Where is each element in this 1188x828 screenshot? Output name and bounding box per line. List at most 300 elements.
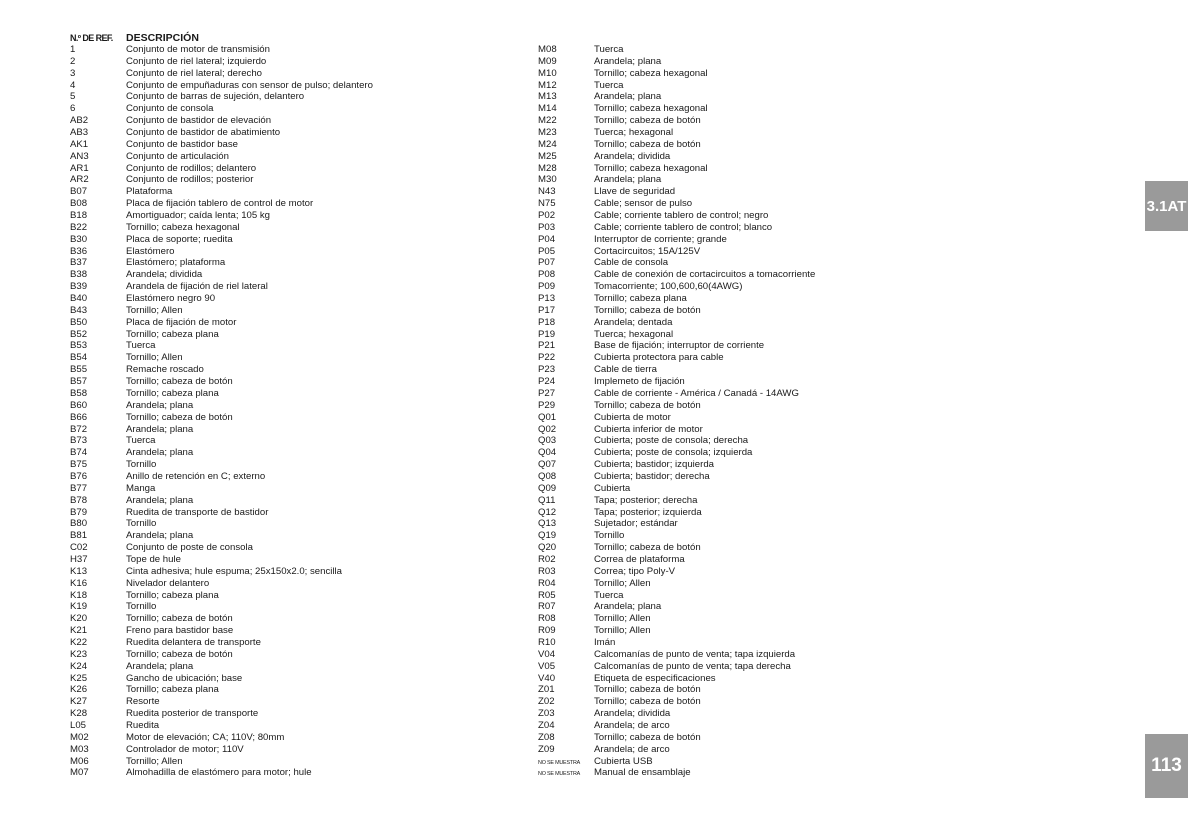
part-row [538,139,938,151]
part-row [70,495,500,507]
part-row [70,115,500,127]
part-row [70,388,500,400]
part-ref: R03 [538,565,556,577]
part-ref: AB3 [70,127,89,139]
part-ref: NO SE MUESTRA [538,759,581,766]
part-description: Cubierta protectora para cable [594,352,724,364]
part-row [538,80,938,92]
part-description: Cable; corriente tablero de control; negro [594,210,769,222]
part-row [538,518,938,530]
part-description: Arandela; plana [126,423,194,435]
part-row [70,56,500,68]
part-description: Arandela; plana [594,601,662,613]
part-row [70,305,500,317]
part-description: Arandela; plana [126,660,194,672]
part-description: Implemeto de fijación [594,376,685,388]
part-ref: K21 [70,625,88,637]
ref-column-header: N.º DE REF. [70,33,113,43]
part-row [70,542,500,554]
part-ref: V40 [538,672,556,684]
part-row [538,388,938,400]
part-ref: K24 [70,660,88,672]
part-description: Cable de tierra [594,364,657,376]
part-row [538,376,938,388]
part-ref: B76 [70,470,88,482]
part-ref: B07 [70,186,88,198]
part-description: Ruedita de transporte de bastidor [126,506,269,518]
part-row [538,151,938,163]
part-row [70,340,500,352]
part-ref: K20 [70,613,88,625]
part-ref: M12 [538,79,557,91]
part-ref: Z03 [538,708,555,720]
part-row [70,364,500,376]
part-row [70,590,500,602]
part-row [70,91,500,103]
part-description: Gancho de ubicación; base [126,672,243,684]
part-ref: 3 [70,67,76,79]
part-ref: V05 [538,660,556,672]
part-ref: AR2 [70,174,89,186]
part-description: Resorte [126,696,160,708]
part-ref: P23 [538,364,556,376]
part-row [70,210,500,222]
part-ref: B60 [70,399,88,411]
part-description: Tornillo; cabeza de botón [594,115,701,127]
part-description: Tapa; posterior; izquierda [594,506,702,518]
part-ref: B74 [70,447,88,459]
part-ref: Z04 [538,719,555,731]
part-description: Nivelador delantero [126,577,210,589]
part-ref: Q11 [538,494,556,506]
part-ref: B38 [70,269,88,281]
part-row [538,459,938,471]
part-description: Conjunto de poste de consola [126,542,253,554]
part-description: Cinta adhesiva; hule espuma; 25x150x2.0; sencilla [126,565,342,577]
part-row [538,210,938,222]
part-description: Tornillo; cabeza plana [126,589,219,601]
part-ref: Z08 [538,731,555,743]
part-description: Arandela; plana [126,447,194,459]
part-ref: B18 [70,210,88,222]
part-ref: R10 [538,636,556,648]
part-ref: B78 [70,494,88,506]
part-description: Elastómero [126,245,175,257]
part-description: Cable de corriente - América / Canadá - 14AWG [594,387,799,399]
part-description: Arandela; plana [126,530,194,542]
part-ref: P13 [538,293,556,305]
part-ref: B72 [70,423,88,435]
part-row [70,554,500,566]
part-ref: B30 [70,233,88,245]
part-ref: B36 [70,245,88,257]
part-ref: Q09 [538,482,557,494]
part-description: Ruedita delantera de transporte [126,636,261,648]
part-ref: M09 [538,55,557,67]
part-description: Tornillo; cabeza plana [126,328,219,340]
part-row [70,376,500,388]
part-description: Tomacorriente; 100,600,60(4AWG) [594,281,743,293]
part-row [70,80,500,92]
part-ref: M13 [538,91,557,103]
part-ref: Q13 [538,518,557,530]
part-row [70,471,500,483]
part-ref: 4 [70,79,76,91]
part-row [538,554,938,566]
part-description: Cubierta [594,482,631,494]
part-row [70,767,500,779]
part-ref: M07 [70,767,89,779]
list-header [70,32,500,44]
part-ref: Z09 [538,743,555,755]
part-ref: B58 [70,387,88,399]
part-row [70,293,500,305]
part-ref: K25 [70,672,88,684]
part-row [70,44,500,56]
part-row [70,329,500,341]
part-ref: M08 [538,44,557,55]
part-description: Placa de fijación de motor [126,316,237,328]
part-description: Arandela; dividida [126,269,203,281]
part-description: Tornillo; cabeza hexagonal [594,103,708,115]
part-description: Tornillo; cabeza de botón [594,696,701,708]
part-description: Amortiguador; caída lenta; 105 kg [126,210,270,222]
part-row [70,198,500,210]
part-row [538,613,938,625]
part-ref: P24 [538,376,556,388]
part-ref: V04 [538,648,556,660]
part-description: Cubierta de motor [594,411,671,423]
part-ref: K13 [70,565,88,577]
part-row [538,269,938,281]
parts-list-left [70,32,500,779]
part-ref: Q12 [538,506,557,518]
part-row [538,246,938,258]
part-row [70,661,500,673]
part-description: Cubierta inferior de motor [594,423,703,435]
part-ref: M28 [538,162,557,174]
part-ref: B39 [70,281,88,293]
part-row [538,732,938,744]
part-description: Arandela; dividida [594,708,671,720]
part-description: Conjunto de barras de sujeción, delantero [126,91,305,103]
part-row [70,269,500,281]
part-description: Conjunto de consola [126,103,214,115]
part-row [538,234,938,246]
part-ref: M03 [70,743,89,755]
part-row [70,246,500,258]
part-ref: C02 [70,542,88,554]
part-ref: N75 [538,198,556,210]
part-description: Conjunto de rodillos; posterior [126,174,254,186]
part-row [538,708,938,720]
part-description: Tornillo [126,518,157,530]
part-description: Conjunto de bastidor de abatimiento [126,127,281,139]
part-description: Tornillo; cabeza de botón [594,731,701,743]
part-description: Tornillo; cabeza hexagonal [594,67,708,79]
part-row [70,447,500,459]
part-description: Cubierta USB [594,755,653,767]
part-description: Tornillo; Allen [594,613,651,625]
part-ref: K16 [70,577,88,589]
part-description: Placa de soporte; ruedita [126,233,233,245]
part-description: Manga [126,482,156,494]
part-description: Tuerca [594,44,624,55]
part-description: Tornillo; cabeza hexagonal [594,162,708,174]
part-row [70,163,500,175]
part-description: Tornillo; cabeza plana [594,293,687,305]
part-ref: B57 [70,376,88,388]
part-row [538,281,938,293]
part-row [70,174,500,186]
part-ref: 2 [70,55,76,67]
part-ref: Q02 [538,423,557,435]
part-ref: B75 [70,459,88,471]
part-row [538,507,938,519]
part-description: Tuerca; hexagonal [594,328,674,340]
part-ref: M30 [538,174,557,186]
part-description: Conjunto de rodillos; delantero [126,162,257,174]
part-row [538,305,938,317]
part-row [70,744,500,756]
part-ref: M14 [538,103,557,115]
part-row [70,578,500,590]
part-ref: P22 [538,352,556,364]
part-description: Tuerca [126,435,156,447]
part-description: Cable; corriente tablero de control; blanco [594,221,773,233]
part-description: Cubierta; poste de consola; izquierda [594,447,753,459]
part-row [70,507,500,519]
part-row [538,340,938,352]
part-row [538,103,938,115]
part-row [70,68,500,80]
part-ref: P07 [538,257,556,269]
part-row [538,744,938,756]
part-row [538,673,938,685]
part-description: Arandela; plana [594,174,662,186]
part-ref: AN3 [70,150,89,162]
part-description: Tope de hule [126,553,181,565]
part-description: Tornillo; Allen [594,577,651,589]
part-ref: P29 [538,399,556,411]
part-ref: B54 [70,352,88,364]
part-description: Arandela; plana [126,399,194,411]
part-description: Tornillo; cabeza de botón [126,648,233,660]
part-ref: P02 [538,210,556,222]
part-row [70,637,500,649]
part-row [70,673,500,685]
part-ref: P21 [538,340,556,352]
part-row [538,471,938,483]
part-ref: B77 [70,482,88,494]
part-ref: B81 [70,530,88,542]
part-description: Calcomanías de punto de venta; tapa derecha [594,660,791,672]
part-ref: M06 [70,755,89,767]
part-row [70,186,500,198]
part-ref: M02 [70,731,89,743]
part-ref: B43 [70,304,88,316]
part-ref: M10 [538,67,557,79]
part-description: Arandela; de arco [594,719,670,731]
part-ref: B73 [70,435,88,447]
part-description: Tornillo [594,530,625,542]
part-description: Almohadilla de elastómero para motor; hule [126,767,312,779]
part-row [538,424,938,436]
part-row [70,234,500,246]
part-description: Arandela; dentada [594,316,673,328]
part-row [538,115,938,127]
part-ref: R04 [538,577,556,589]
part-description: Arandela; plana [594,55,662,67]
part-row [70,684,500,696]
part-row [70,103,500,115]
part-description: Tuerca [594,79,624,91]
part-row [70,483,500,495]
part-ref: P09 [538,281,556,293]
part-ref: Z01 [538,684,555,696]
part-ref: B22 [70,221,88,233]
part-description: Tornillo; cabeza hexagonal [126,221,240,233]
part-row [70,708,500,720]
part-row [538,352,938,364]
part-ref: K23 [70,648,88,660]
part-description: Tornillo [126,601,157,613]
right-rows [538,44,938,779]
part-ref: P04 [538,233,556,245]
part-description: Tuerca [126,340,156,352]
parts-list-right [538,32,938,779]
part-ref: 1 [70,44,76,55]
part-row [70,613,500,625]
part-row [538,601,938,613]
part-row [70,139,500,151]
part-ref: AK1 [70,138,89,150]
part-row [538,56,938,68]
part-ref: 6 [70,103,76,115]
part-row [70,566,500,578]
part-ref: Q07 [538,459,557,471]
part-description: Conjunto de bastidor de elevación [126,115,272,127]
part-ref: B79 [70,506,88,518]
part-description: Tuerca [594,589,624,601]
part-row [70,424,500,436]
part-description: Tornillo; Allen [126,755,183,767]
left-rows [70,44,500,779]
part-row [70,649,500,661]
part-row [538,412,938,424]
part-row [538,637,938,649]
part-ref: P05 [538,245,556,257]
part-row [538,186,938,198]
part-description: Cubierta; bastidor; derecha [594,470,710,482]
part-description: Placa de fijación tablero de control de motor [126,198,314,210]
part-row [538,447,938,459]
part-row [538,566,938,578]
part-description: Conjunto de articulación [126,150,229,162]
part-row [538,625,938,637]
part-row [538,400,938,412]
part-row [538,661,938,673]
part-description: Cubierta; bastidor; izquierda [594,459,714,471]
part-description: Etiqueta de especificaciones [594,672,716,684]
part-description: Elastómero negro 90 [126,293,216,305]
part-description: Conjunto de riel lateral; derecho [126,67,262,79]
part-ref: P27 [538,387,556,399]
part-ref: M23 [538,127,557,139]
part-ref: K26 [70,684,88,696]
part-ref: Q08 [538,470,557,482]
part-ref: Q04 [538,447,557,459]
part-row [70,352,500,364]
part-description: Calcomanías de punto de venta; tapa izquierda [594,648,796,660]
part-description: Tornillo; Allen [126,352,183,364]
part-ref: B50 [70,316,88,328]
part-ref: R02 [538,553,556,565]
part-row [538,68,938,80]
part-description: Elastómero; plataforma [126,257,226,269]
part-ref: AB2 [70,115,89,127]
part-description: Tornillo; cabeza de botón [126,613,233,625]
part-ref: K22 [70,636,88,648]
part-row [70,222,500,234]
part-ref: P08 [538,269,556,281]
part-row [538,198,938,210]
part-description: Tornillo; cabeza plana [126,684,219,696]
part-row [538,720,938,732]
part-ref: L05 [70,719,87,731]
part-row [538,257,938,269]
part-ref: H37 [70,553,88,565]
part-ref: N43 [538,186,556,198]
part-row [538,578,938,590]
part-row [538,530,938,542]
part-description: Conjunto de riel lateral; izquierdo [126,55,267,67]
part-ref: B53 [70,340,88,352]
part-description: Tornillo; cabeza de botón [594,399,701,411]
list-header-spacer [538,32,938,44]
part-description: Tornillo; cabeza plana [126,387,219,399]
part-ref: B66 [70,411,88,423]
part-ref: Q03 [538,435,557,447]
part-row [538,174,938,186]
part-ref: M24 [538,138,557,150]
part-description: Llave de seguridad [594,186,676,198]
part-row [538,222,938,234]
part-ref: R05 [538,589,556,601]
part-row [70,601,500,613]
part-row [538,590,938,602]
part-description: Cable de conexión de cortacircuitos a tomacorriente [594,269,816,281]
part-description: Ruedita posterior de transporte [126,708,259,720]
part-ref: Q01 [538,411,557,423]
part-description: Tapa; posterior; derecha [594,494,698,506]
part-description: Tornillo; cabeza de botón [594,684,701,696]
part-row [70,435,500,447]
part-row [70,127,500,139]
part-description: Interruptor de corriente; grande [594,233,727,245]
part-row [70,151,500,163]
part-ref: P17 [538,304,556,316]
part-description: Conjunto de motor de transmisión [126,44,270,55]
part-description: Remache roscado [126,364,204,376]
part-ref: P03 [538,221,556,233]
part-ref: K18 [70,589,88,601]
part-row [70,530,500,542]
part-description: Correa de plataforma [594,553,685,565]
description-column-header: DESCRIPCIÓN [126,32,199,44]
part-ref: B80 [70,518,88,530]
part-row [70,459,500,471]
